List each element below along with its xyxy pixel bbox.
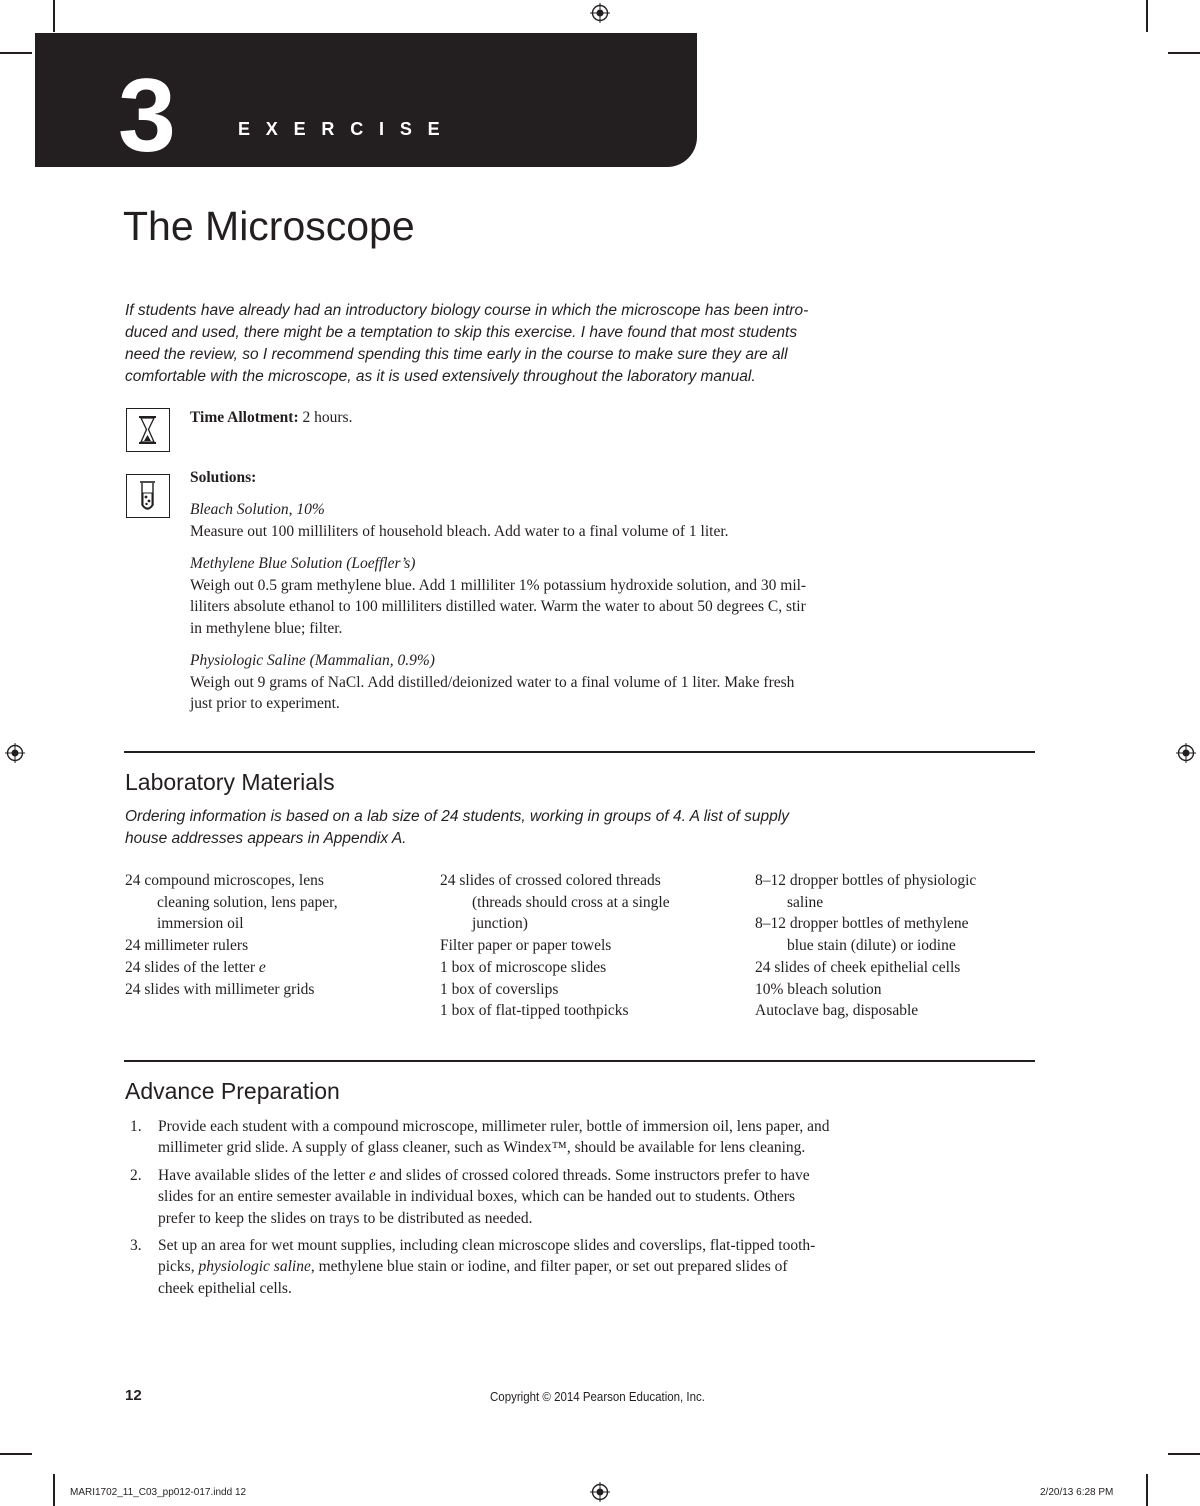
step-line	[158, 1165, 810, 1186]
list-item-line: saline	[787, 893, 824, 911]
solutions-heading: Solutions:	[190, 469, 257, 486]
solution-name: Bleach Solution, 10%	[190, 501, 325, 518]
intro-line: duced and used, there might be a temptation to skip this exercise. I have found that most students	[125, 324, 798, 341]
advance-prep-heading: Advance Preparation	[125, 1078, 340, 1104]
step-body	[158, 1235, 815, 1299]
list-item	[440, 870, 740, 935]
registration-mark-icon	[590, 1482, 610, 1502]
intro-line: comfortable with the microscope, as it is used extensively throughout the laboratory manual.	[125, 368, 756, 385]
list-item-line	[125, 957, 425, 979]
chapter-number: 3	[118, 58, 174, 174]
list-item	[755, 979, 1055, 1001]
list-item-line: Filter paper or paper towels	[440, 937, 612, 955]
letter-e: e	[258, 958, 266, 976]
note-line: house addresses appears in Appendix A.	[125, 830, 407, 847]
solution-item	[190, 499, 729, 542]
time-allotment-value: 2 hours.	[302, 409, 353, 426]
page-title: The Microscope	[123, 203, 415, 249]
letter-e: e	[368, 1167, 376, 1184]
note-line: Ordering information is based on a lab size of 24 students, working in groups of 4. A list of supply	[125, 808, 789, 825]
list-item	[125, 935, 425, 957]
list-item-line: 24 slides of crossed colored threads	[440, 872, 661, 889]
list-item-line: blue stain (dilute) or iodine	[787, 937, 956, 955]
intro-paragraph	[125, 300, 925, 388]
test-tube-icon	[126, 474, 170, 518]
step-text: and slides of crossed colored threads. Some instructors prefer to have	[375, 1167, 810, 1184]
list-item	[755, 870, 1055, 913]
step-text: Have available slides of the letter	[158, 1167, 369, 1184]
step-text-italic: physiologic saline	[198, 1258, 311, 1276]
list-item-line: 1 box of microscope slides	[440, 958, 607, 976]
crop-mark	[1146, 0, 1148, 32]
solution-item	[190, 553, 806, 639]
crop-mark	[1146, 1474, 1148, 1506]
step-line: cheek epithelial cells.	[158, 1279, 292, 1297]
page-number: 12	[125, 1387, 142, 1404]
time-allotment-label: Time Allotment:	[190, 409, 299, 426]
intro-line: If students have already had an introductory biology course in which the microscope has been intro-	[125, 302, 809, 319]
list-item	[755, 957, 1055, 979]
step-line: millimeter grid slide. A supply of glass cleaner, such as Windex™, should be available for lens cleaning.	[158, 1139, 806, 1157]
materials-column	[440, 870, 740, 1022]
step-number: 2.	[130, 1167, 142, 1184]
list-item-line: junction)	[472, 915, 528, 933]
solution-text: Weigh out 0.5 gram methylene blue. Add 1 milliliter 1% potassium hydroxide solution, and 30 mil-	[190, 576, 807, 594]
solution-name: Methylene Blue Solution (Loeffler’s)	[190, 555, 416, 572]
copyright-notice: Copyright © 2014 Pearson Education, Inc.	[490, 1390, 705, 1404]
list-item-line: 24 millimeter rulers	[125, 937, 249, 955]
list-item-line: 1 box of coverslips	[440, 980, 559, 998]
crop-mark	[53, 0, 55, 32]
time-allotment	[190, 407, 352, 429]
list-item-text: 24 slides of the letter	[125, 958, 259, 976]
step-number: 3.	[130, 1237, 142, 1254]
list-item	[755, 913, 1055, 956]
list-item-line: Autoclave bag, disposable	[755, 1002, 919, 1020]
solution-text: just prior to experiment.	[190, 695, 340, 712]
solution-name: Physiologic Saline (Mammalian, 0.9%)	[190, 652, 435, 669]
list-item-line: immersion oil	[157, 915, 244, 933]
section-divider	[124, 1060, 1035, 1062]
materials-column	[755, 870, 1055, 1022]
list-item	[440, 979, 740, 1001]
crop-mark	[0, 52, 32, 54]
list-item-line: 1 box of flat-tipped toothpicks	[440, 1002, 629, 1020]
section-divider	[124, 751, 1035, 753]
list-item	[440, 1000, 740, 1022]
step-line: Set up an area for wet mount supplies, including clean microscope slides and coverslips, flat-tipped tooth-	[158, 1237, 816, 1254]
list-item	[125, 979, 425, 1001]
intro-line: need the review, so I recommend spending this time early in the course to make sure they are all	[125, 346, 788, 363]
list-item-line: 24 slides with millimeter grids	[125, 980, 315, 998]
registration-mark-icon	[1176, 743, 1196, 763]
lab-materials-heading: Laboratory Materials	[125, 769, 335, 795]
registration-mark-icon	[5, 743, 25, 763]
step-text: picks,	[158, 1258, 199, 1276]
exercise-label: EXERCISE	[238, 119, 456, 139]
list-item-line: 24 slides of cheek epithelial cells	[755, 958, 961, 976]
list-item	[440, 935, 740, 957]
lab-materials-note	[125, 806, 945, 850]
list-item-line: 8–12 dropper bottles of methylene	[755, 915, 969, 933]
step-line	[158, 1256, 815, 1277]
list-item	[440, 957, 740, 979]
step-body	[158, 1116, 830, 1159]
step-line: slides for an entire semester available in individual boxes, which can be handed out to students. Others	[158, 1188, 796, 1206]
solution-text: Weigh out 9 grams of NaCl. Add distilled/deionized water to a final volume of 1 liter. Make fresh	[190, 673, 795, 691]
solution-text: liliters absolute ethanol to 100 milliliters distilled water. Warm the water to about 50 degrees C, stir	[190, 598, 806, 615]
crop-mark	[0, 1453, 32, 1455]
step-line: prefer to keep the slides on trays to be distributed as needed.	[158, 1209, 533, 1227]
list-item-line: 24 compound microscopes, lens	[125, 872, 324, 889]
print-slug-file: MARI1702_11_C03_pp012-017.indd 12	[70, 1487, 247, 1498]
solution-text: Measure out 100 milliliters of household bleach. Add water to a final volume of 1 liter.	[190, 522, 729, 540]
crop-mark	[53, 1474, 55, 1506]
list-item-line: 10% bleach solution	[755, 980, 882, 998]
list-item-line: cleaning solution, lens paper,	[157, 893, 338, 911]
list-item-line: 8–12 dropper bottles of physiologic	[755, 872, 977, 889]
registration-mark-icon	[590, 3, 610, 23]
solution-item	[190, 650, 794, 715]
list-item	[755, 1000, 1055, 1022]
print-slug-date: 2/20/13 6:28 PM	[1040, 1487, 1114, 1498]
step-body	[158, 1165, 810, 1229]
crop-mark	[1168, 52, 1200, 54]
step-text: , methylene blue stain or iodine, and filter paper, or set out prepared slides of	[310, 1258, 788, 1276]
materials-column	[125, 870, 425, 1000]
list-item-line: (threads should cross at a single	[472, 893, 670, 911]
solution-text: in methylene blue; filter.	[190, 619, 343, 637]
step-number: 1.	[130, 1118, 142, 1135]
hourglass-icon	[126, 408, 170, 452]
step-line: Provide each student with a compound microscope, millimeter ruler, bottle of immersion oil, lens paper, and	[158, 1118, 830, 1135]
list-item	[125, 957, 425, 979]
list-item	[125, 870, 425, 935]
crop-mark	[1168, 1453, 1200, 1455]
